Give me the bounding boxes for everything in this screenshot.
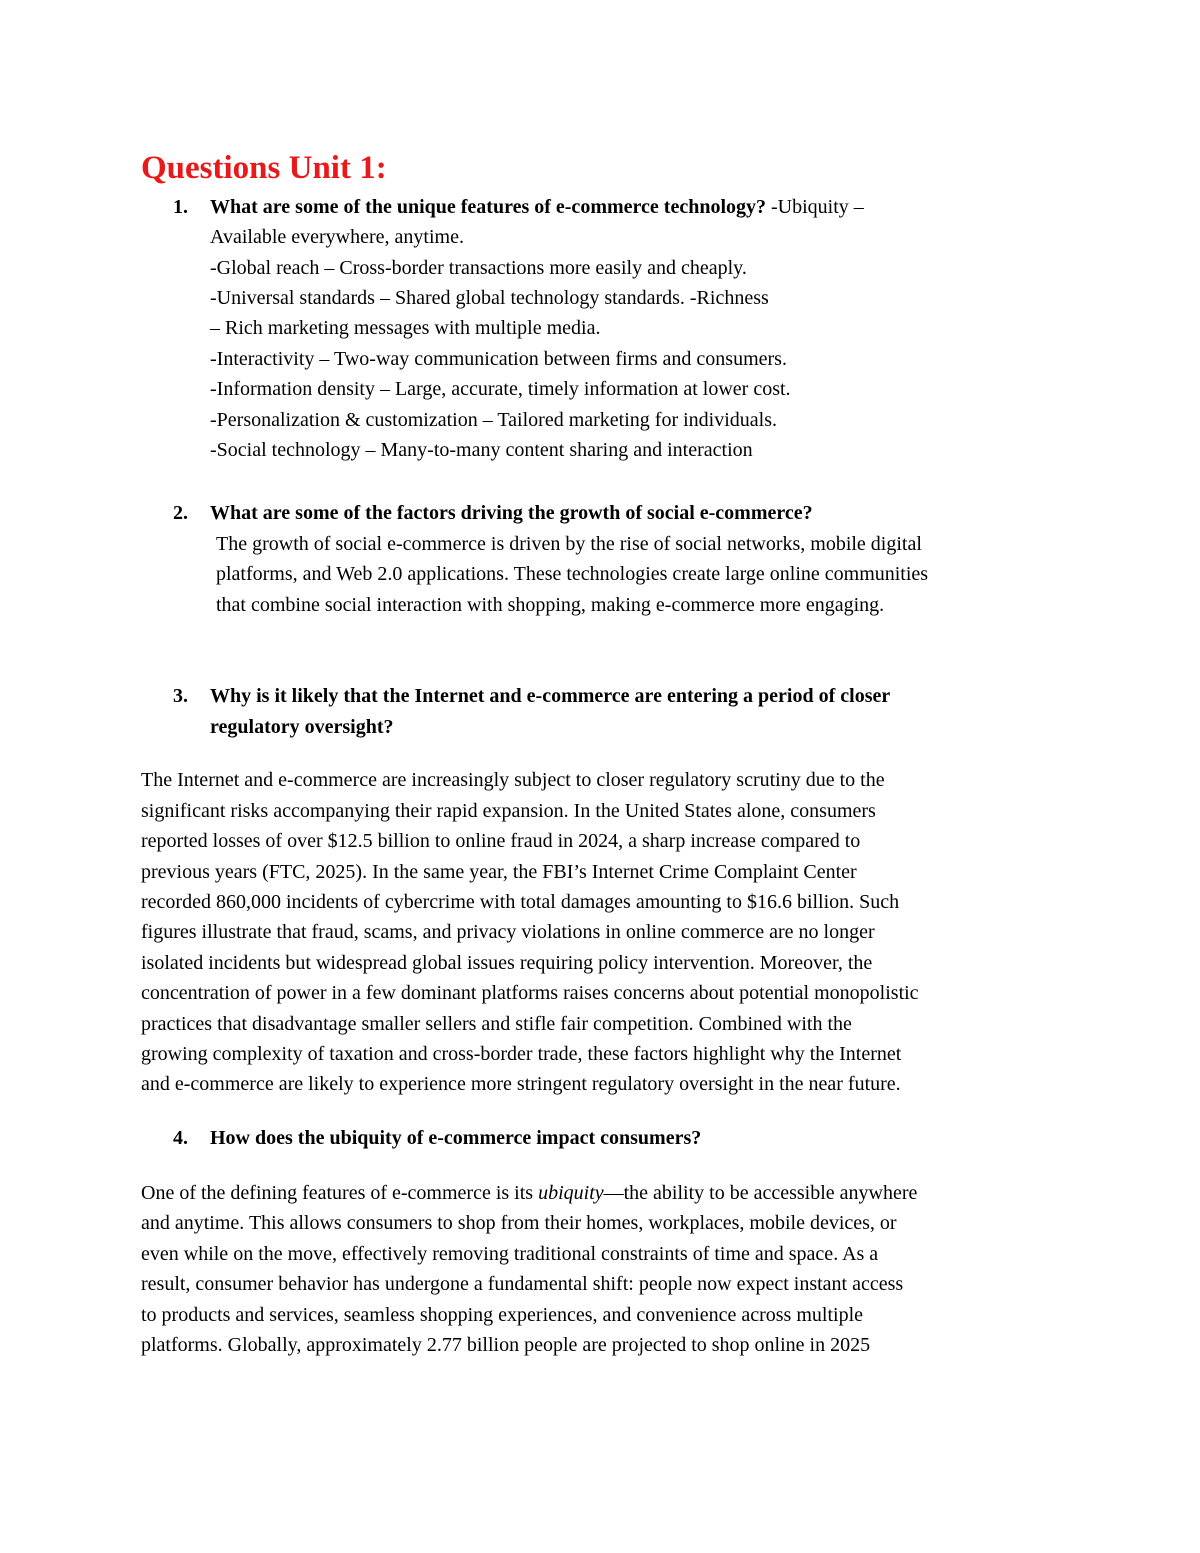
q3-answer-line-9: practices that disadvantage smaller sellers and stifle fair competition. Combined with the xyxy=(141,1013,852,1035)
page-title: Questions Unit 1: xyxy=(141,150,387,186)
q3-answer-line-4: previous years (FTC, 2025). In the same year, the FBI’s Internet Crime Complaint Center xyxy=(141,861,857,883)
q2-answer-line-3: that combine social interaction with shopping, making e-commerce more engaging. xyxy=(216,594,885,616)
q4-answer-line-2: and anytime. This allows consumers to shop from their homes, workplaces, mobile devices, or xyxy=(141,1212,897,1234)
q4-answer-line-1-post: —the ability to be accessible anywhere xyxy=(603,1182,918,1204)
q4-question: How does the ubiquity of e-commerce impact consumers? xyxy=(210,1127,702,1149)
q4-answer-line-6: platforms. Globally, approximately 2.77 billion people are projected to shop online in 2025 xyxy=(141,1334,871,1356)
q1-question: What are some of the unique features of e-commerce technology? xyxy=(210,196,766,218)
q4-answer-line-5: to products and services, seamless shopping experiences, and convenience across multiple xyxy=(141,1304,864,1326)
q2-answer-line-2: platforms, and Web 2.0 applications. These technologies create large online communities xyxy=(216,563,929,585)
q3-answer-line-3: reported losses of over $12.5 billion to online fraud in 2024, a sharp increase compared to xyxy=(141,830,861,852)
q1-answer-line-4: -Universal standards – Shared global technology standards. -Richness xyxy=(210,287,769,309)
q4-answer-line-1-pre: One of the defining features of e-commerce is its xyxy=(141,1182,539,1204)
q3-answer-line-6: figures illustrate that fraud, scams, and privacy violations in online commerce are no longer xyxy=(141,921,875,943)
q3-question-line-2: regulatory oversight? xyxy=(210,716,394,738)
q3-answer-line-7: isolated incidents but widespread global issues requiring policy intervention. Moreover, the xyxy=(141,952,873,974)
q4-answer-line-4: result, consumer behavior has undergone a fundamental shift: people now expect instant access xyxy=(141,1273,904,1295)
q3-number: 3. xyxy=(173,685,188,707)
q3-answer-line-11: and e-commerce are likely to experience more stringent regulatory oversight in the near future. xyxy=(141,1073,901,1095)
q3-answer-line-1: The Internet and e-commerce are increasingly subject to closer regulatory scrutiny due to the xyxy=(141,769,885,791)
q1-answer-line-7: -Information density – Large, accurate, timely information at lower cost. xyxy=(210,378,791,400)
q1-answer-line-2: Available everywhere, anytime. xyxy=(210,226,464,248)
q3-question-line-1: Why is it likely that the Internet and e-commerce are entering a period of closer xyxy=(210,685,891,707)
q2-question: What are some of the factors driving the growth of social e-commerce? xyxy=(210,502,813,524)
q4-answer-ubiquity-term: ubiquity xyxy=(538,1182,604,1204)
q3-answer-line-5: recorded 860,000 incidents of cybercrime with total damages amounting to $16.6 billion. Such xyxy=(141,891,900,913)
q1-first-line xyxy=(210,192,864,222)
q1-answer-line-8: -Personalization & customization – Tailored marketing for individuals. xyxy=(210,409,777,431)
q3-answer-line-10: growing complexity of taxation and cross-border trade, these factors highlight why the Internet xyxy=(141,1043,902,1065)
q4-number: 4. xyxy=(173,1127,188,1149)
q1-answer-line-6: -Interactivity – Two-way communication between firms and consumers. xyxy=(210,348,787,370)
q2-number: 2. xyxy=(173,502,188,524)
q3-answer-line-2: significant risks accompanying their rapid expansion. In the United States alone, consumers xyxy=(141,800,876,822)
q4-answer-line-3: even while on the move, effectively removing traditional constraints of time and space. As a xyxy=(141,1243,879,1265)
q1-answer-line-3: -Global reach – Cross-border transactions more easily and cheaply. xyxy=(210,257,747,279)
q1-answer-line-5: – Rich marketing messages with multiple media. xyxy=(210,317,601,339)
q1-answer-line-9: -Social technology – Many-to-many content sharing and interaction xyxy=(210,439,753,461)
q1-number: 1. xyxy=(173,196,188,218)
q4-answer-line-1 xyxy=(141,1178,917,1208)
q3-answer-line-8: concentration of power in a few dominant platforms raises concerns about potential monopolistic xyxy=(141,982,919,1004)
q1-answer-line-1: -Ubiquity – xyxy=(771,196,864,218)
q2-answer-line-1: The growth of social e-commerce is driven by the rise of social networks, mobile digital xyxy=(216,533,922,555)
